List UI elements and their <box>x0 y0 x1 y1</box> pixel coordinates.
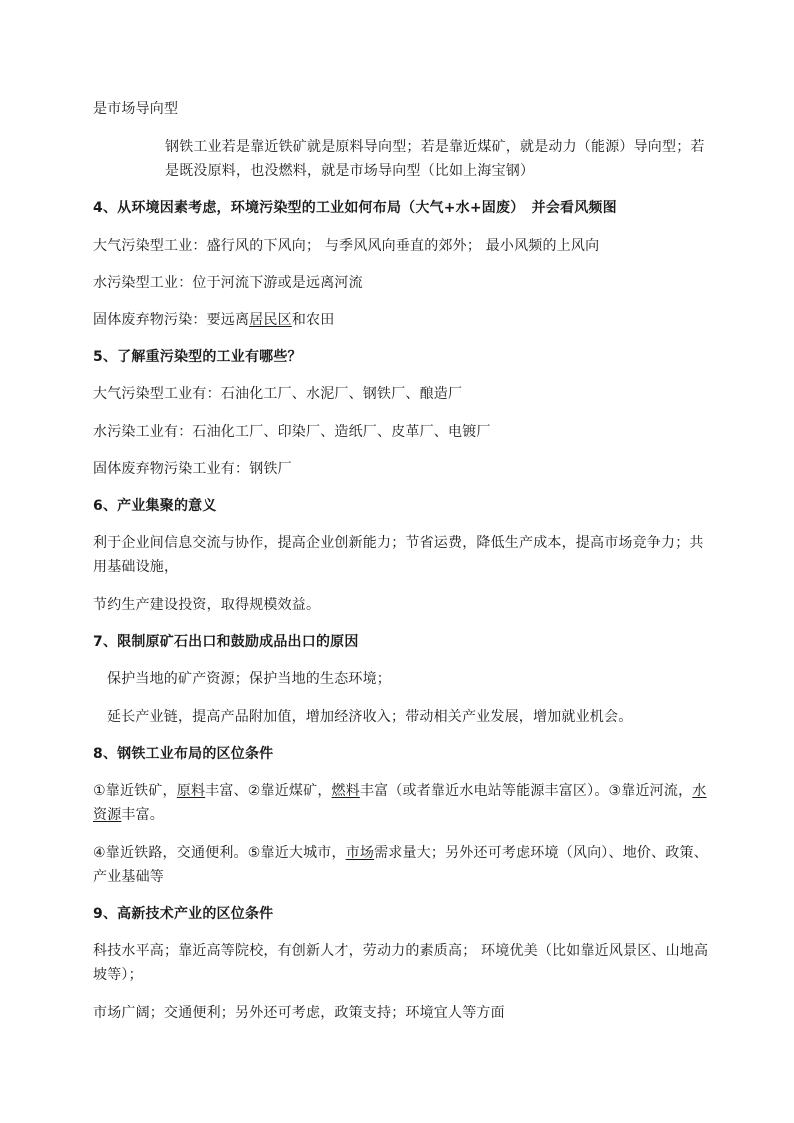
underlined-term: 市场 <box>345 845 375 861</box>
text-line <box>93 804 164 826</box>
text-line: 是市场导向型 <box>93 101 179 117</box>
text-run: 丰富。 <box>121 807 165 823</box>
section-heading: 7、限制原矿石出口和鼓励成品出口的原因 <box>93 634 359 650</box>
text-line: 水污染工业有：石油化工厂、印染厂、造纸厂、皮革厂、电镀厂 <box>93 424 491 440</box>
text-line: 市场广阔；交通便利；另外还可考虑，政策支持；环境宜人等方面 <box>93 1005 505 1021</box>
underlined-term: 燃料 <box>331 783 360 799</box>
text-line: 水污染型工业：位于河流下游或是远离河流 <box>93 275 363 291</box>
underlined-term: 原料 <box>176 783 206 799</box>
text-run: 和农田 <box>291 312 335 328</box>
text-line: 节约生产建设投资，取得规模效益。 <box>93 597 321 613</box>
text-line: 利于企业间信息交流与协作，提高企业创新能力；节省运费，降低生产成本，提高市场竞争力；共 <box>93 535 704 551</box>
text-line: 延长产业链，提高产品附加值，增加经济收入；带动相关产业发展，增加就业机会。 <box>107 709 633 725</box>
text-line: 大气污染型工业有：石油化工厂、水泥厂、钢铁厂、酿造厂 <box>93 386 463 402</box>
underlined-term: 水 <box>692 783 707 799</box>
underlined-term: 居民区 <box>249 312 292 328</box>
text-run: 丰富（或者靠近水电站等能源丰富区）。③靠近河流， <box>359 783 693 799</box>
text-line: 产业基础等 <box>93 869 164 885</box>
text-line: 固体废弃物污染工业有：钢铁厂 <box>93 461 292 477</box>
section-heading: 6、产业集聚的意义 <box>93 498 217 514</box>
text-line <box>93 309 334 331</box>
section-heading: 4、从环境因素考虑，环境污染型的工业如何布局（大气+水+固废） 并会看风频图 <box>93 200 617 216</box>
text-run: 丰富、②靠近煤矿， <box>205 783 332 799</box>
text-line: 保护当地的矿产资源；保护当地的生态环境； <box>107 671 391 687</box>
text-line <box>93 780 707 802</box>
section-heading: 5、了解重污染型的工业有哪些？ <box>93 349 302 365</box>
text-run: 固体废弃物污染：要远离 <box>93 312 250 328</box>
text-line: 科技水平高；靠近高等院校，有创新人才，劳动力的素质高； 环境优美（比如靠近风景区、山地高 <box>93 943 709 959</box>
section-heading: 9、高新技术产业的区位条件 <box>93 906 274 922</box>
text-line: 是既没原料，也没燃料，就是市场导向型（比如上海宝钢） <box>165 163 535 179</box>
text-line <box>93 842 708 864</box>
text-run: ④靠近铁路，交通便利。⑤靠近大城市， <box>93 845 346 861</box>
text-line: 钢铁工业若是靠近铁矿就是原料导向型；若是靠近煤矿，就是动力（能源）导向型；若 <box>165 139 705 155</box>
text-run: ①靠近铁矿， <box>93 783 177 799</box>
section-heading: 8、钢铁工业布局的区位条件 <box>93 746 274 762</box>
text-run: 需求量大；另外还可考虑环境（风向）、地价、政策、 <box>374 845 708 861</box>
text-line: 坡等）； <box>93 967 143 983</box>
text-line: 用基础设施， <box>93 559 179 575</box>
text-line: 大气污染型工业：盛行风的下风向； 与季风风向垂直的郊外； 最小风频的上风向 <box>93 238 600 254</box>
underlined-term: 资源 <box>93 807 122 823</box>
